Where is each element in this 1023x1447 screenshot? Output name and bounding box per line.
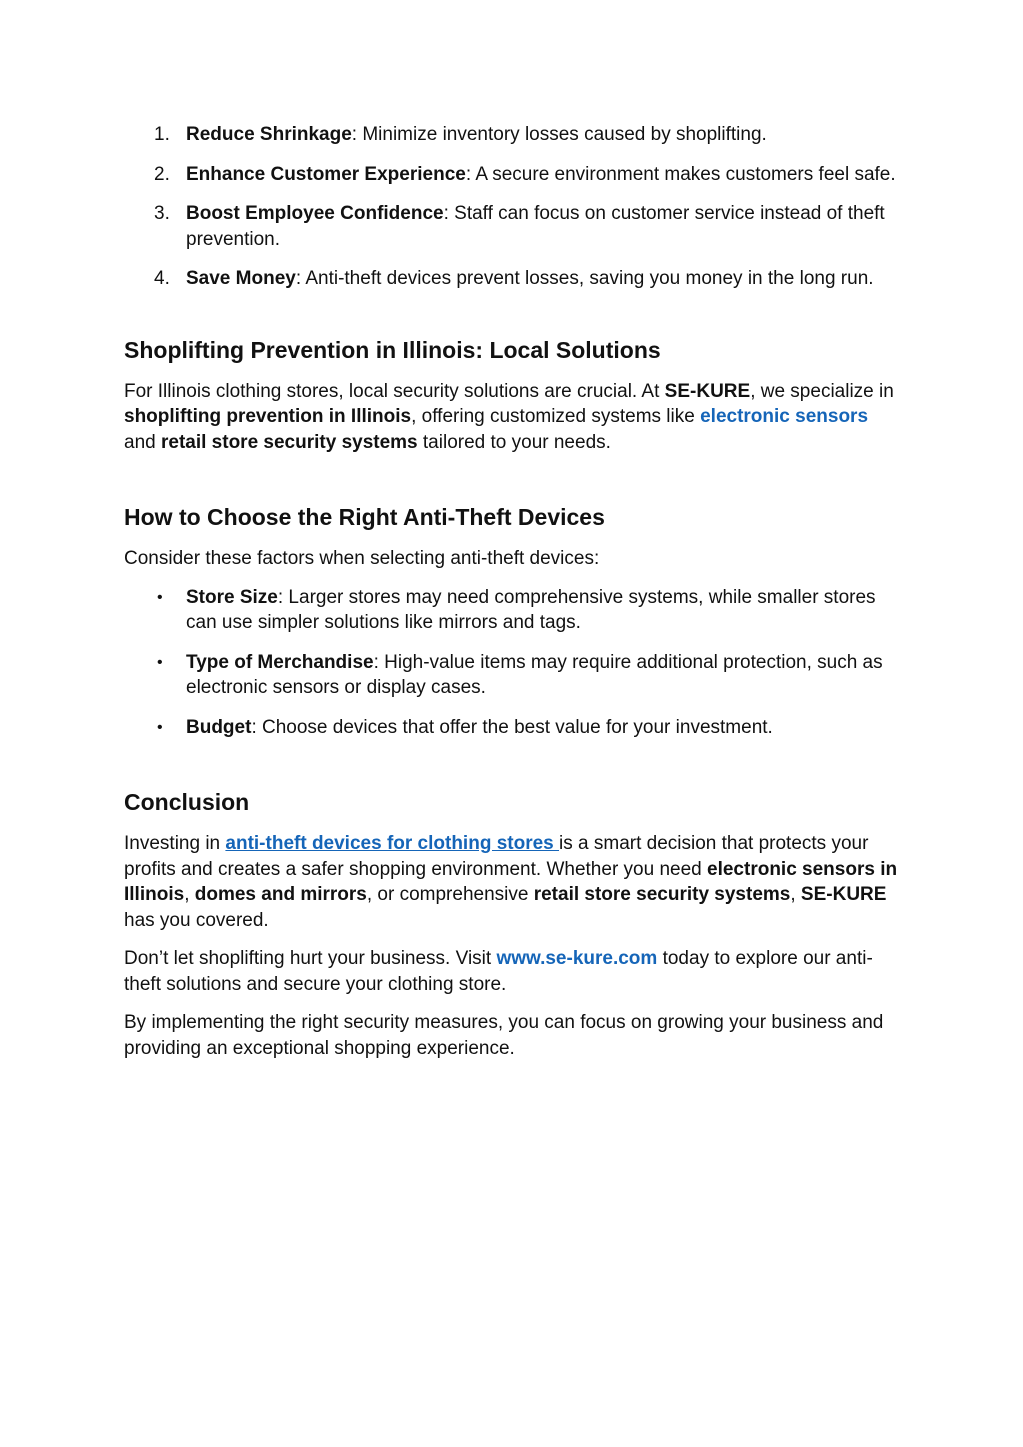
anti-theft-devices-link[interactable]: anti-theft devices for clothing stores xyxy=(225,833,560,854)
benefit-title: Reduce Shrinkage xyxy=(186,124,352,145)
benefit-text: : Anti-theft devices prevent losses, saving you money in the long run. xyxy=(295,268,874,289)
list-item xyxy=(124,585,904,636)
closing-paragraph: By implementing the right security measures, you can focus on growing your business and providing an exceptional shopping experience. xyxy=(124,1012,884,1059)
choose-intro: Consider these factors when selecting anti-theft devices: xyxy=(124,548,600,569)
text-run: , or comprehensive xyxy=(366,884,534,905)
text-run: and xyxy=(124,431,161,453)
bold-phrase: domes and mirrors xyxy=(194,884,367,905)
factor-text: : Larger stores may need comprehensive systems, while smaller stores can use simpler solutions like mirrors and tags. xyxy=(186,586,876,633)
list-item xyxy=(124,715,904,741)
benefit-title: Enhance Customer Experience xyxy=(186,163,466,185)
bold-phrase: retail store security systems xyxy=(160,431,418,453)
list-number: 3. xyxy=(154,203,170,224)
list-number: 2. xyxy=(154,163,170,185)
list-item xyxy=(124,266,904,292)
factor-title: Store Size xyxy=(186,586,278,608)
list-item xyxy=(124,122,904,148)
brand-name: SE-KURE xyxy=(800,884,887,905)
bullet-icon: • xyxy=(157,718,163,736)
bullet-icon: • xyxy=(157,588,163,606)
benefit-text: : A secure environment makes customers feel safe. xyxy=(465,163,896,185)
bold-phrase: retail store security systems xyxy=(533,884,791,905)
list-item xyxy=(124,650,904,701)
text-run: , offering customized systems like xyxy=(411,406,701,427)
text-run: has you covered. xyxy=(124,909,269,931)
factor-text: : Choose devices that offer the best value for your investment. xyxy=(251,716,773,738)
text-run: tailored to your needs. xyxy=(417,431,611,453)
benefit-text: : Minimize inventory losses caused by shoplifting. xyxy=(351,124,767,145)
text-run: , xyxy=(790,884,801,905)
bold-phrase: electronic sensors in Illinois xyxy=(124,858,898,905)
conclusion-heading: Conclusion xyxy=(124,789,250,815)
website-link[interactable]: www.se-kure.com xyxy=(496,948,658,969)
factor-title: Type of Merchandise xyxy=(186,651,374,673)
text-run: is a smart decision that protects your profits and creates a safer shopping environment. Whether you need xyxy=(124,833,869,880)
benefit-title: Boost Employee Confidence xyxy=(186,203,444,224)
bullet-icon: • xyxy=(157,653,163,671)
illinois-paragraph xyxy=(124,379,904,456)
text-run: Investing in xyxy=(124,833,226,854)
illinois-heading: Shoplifting Prevention in Illinois: Local Solutions xyxy=(124,336,661,363)
electronic-sensors-link[interactable]: electronic sensors xyxy=(700,406,869,427)
text-run: For Illinois clothing stores, local security solutions are crucial. At xyxy=(124,380,665,402)
list-item xyxy=(124,162,904,188)
text-run: , we specialize in xyxy=(750,380,894,402)
conclusion-paragraph xyxy=(124,831,904,933)
list-number: 4. xyxy=(154,268,170,289)
factor-text: : High-value items may require additional protection, such as electronic sensors or display cases. xyxy=(186,651,883,698)
benefits-list xyxy=(124,122,904,292)
list-item xyxy=(124,201,904,252)
choose-heading: How to Choose the Right Anti-Theft Devices xyxy=(124,504,605,530)
text-run: Don’t let shoplifting hurt your business. Visit xyxy=(124,948,497,969)
factor-title: Budget xyxy=(186,716,252,738)
benefit-title: Save Money xyxy=(186,268,296,289)
list-number: 1. xyxy=(154,124,170,145)
visit-paragraph xyxy=(124,946,904,997)
text-run: , xyxy=(184,884,195,905)
text-run: today to explore our anti-theft solutions and secure your clothing store. xyxy=(124,948,873,995)
benefit-text: : Staff can focus on customer service instead of theft prevention. xyxy=(186,203,885,250)
bold-phrase: shoplifting prevention in Illinois xyxy=(124,406,412,427)
factors-list xyxy=(124,585,904,741)
brand-name: SE-KURE xyxy=(664,380,751,402)
document-page xyxy=(124,122,904,1061)
